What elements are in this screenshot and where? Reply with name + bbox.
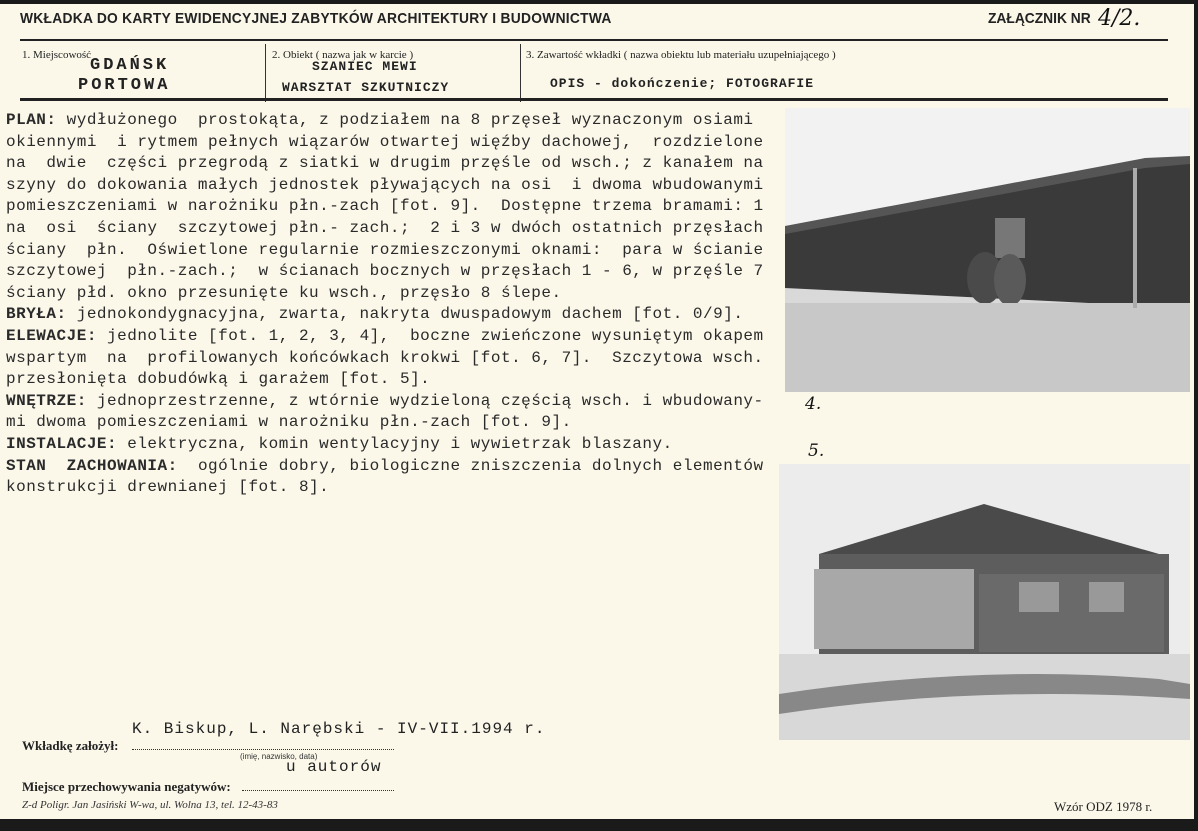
section-text: okiennymi i rytmem pełnych wiązarów otwartej więźby dachowej, rozdzielone (6, 132, 764, 151)
section-text: ściany płn. Oświetlone regularnie rozmieszczonymi oknami: para w ścianie (6, 240, 764, 259)
form-version: Wzór ODZ 1978 r. (1054, 799, 1153, 814)
author-label: Wkładkę założył: (22, 738, 119, 753)
locality-value-2: PORTOWA (78, 76, 171, 95)
section-text: szczytowej płn.-zach.; w ścianach bocznych w przęsłach 1 - 6, w przęśle 7 (6, 262, 764, 281)
description-line (6, 477, 778, 499)
description-line (6, 261, 778, 283)
description-line (6, 196, 778, 218)
description-line (6, 283, 778, 305)
object-value-1: SZANIEC MEWI (312, 59, 418, 74)
section-text: na dwie części przegrodą z siatki w drugim przęśle od wsch.; z kanałem na (6, 154, 764, 173)
negatives-value: u autorów (286, 758, 382, 776)
record-sheet (0, 4, 1194, 819)
description-line (6, 348, 778, 370)
section-heading: BRYŁA: (6, 305, 67, 324)
section-heading: STAN ZACHOWANIA: (6, 456, 178, 475)
fields-rule (20, 98, 1168, 101)
object-label: 2. Obiekt ( nazwa jak w karcie ) (272, 49, 414, 61)
author-hint: (imię, nazwisko, data) (240, 752, 318, 761)
field-divider (520, 44, 521, 102)
negatives-line (242, 790, 394, 791)
photo-4-building-side-view (785, 108, 1190, 392)
section-text: ogólnie dobry, biologiczne zniszczenia dolnych elementów (177, 456, 764, 475)
contents-value: OPIS - dokończenie; FOTOGRAFIE (550, 76, 815, 91)
section-text: pomieszczeniami w narożniku płn.-zach [fot. 9]. Dostępne trzema bramami: 1 (6, 197, 764, 216)
section-heading: WNĘTRZE: (6, 391, 87, 410)
contents-label: 3. Zawartość wkładki ( nazwa obiektu lub materiału uzupełniającego ) (526, 49, 836, 61)
section-heading: INSTALACJE: (6, 434, 118, 453)
document-title: WKŁADKA DO KARTY EWIDENCYJNEJ ZABYTKÓW ARCHITEKTURY I BUDOWNICTWA (20, 10, 612, 27)
header-rule (20, 39, 1168, 41)
description-line (6, 304, 778, 326)
section-text: konstrukcji drewnianej [fot. 8]. (6, 478, 330, 497)
section-text: jednolite [fot. 1, 2, 3, 4], boczne zwieńczone wysuniętym okapem (96, 326, 764, 345)
section-heading: PLAN: (6, 111, 57, 129)
description-line (6, 456, 778, 478)
section-text: wydłużonego prostokąta, z podziałem na 8 przęseł wyznaczonym osiami (56, 111, 754, 129)
section-text: szyny do dokowania małych jednostek pływających na osi i dwoma wbudowanymi (6, 175, 764, 194)
section-text: jednoprzestrzenne, z wtórnie wydzieloną częścią wsch. i wbudowany- (86, 391, 764, 410)
photo-5-label: 5. (808, 441, 825, 461)
printer-imprint: Z-d Poligr. Jan Jasiński W-wa, ul. Wolna 13, tel. 12-43-83 (22, 799, 278, 811)
negatives-label: Miejsce przechowywania negatywów: (22, 779, 231, 794)
description-line (6, 132, 778, 154)
section-text: przesłonięta dobudówką i garażem [fot. 5]. (6, 370, 431, 389)
description-line (6, 369, 778, 391)
description-line (6, 240, 778, 262)
section-text: jednokondygnacyjna, zwarta, nakryta dwuspadowym dachem [fot. 0/9]. (66, 305, 744, 324)
section-text: ściany płd. okno przesunięte ku wsch., przęsło 8 ślepe. (6, 283, 562, 302)
description-line (6, 153, 778, 175)
author-value: K. Biskup, L. Narębski - IV-VII.1994 r. (132, 720, 546, 738)
object-value-2: WARSZTAT SZKUTNICZY (282, 80, 450, 95)
description-line (6, 434, 778, 456)
photo-5-building-gable-view (779, 464, 1190, 740)
author-line (132, 749, 394, 750)
field-divider (265, 44, 266, 102)
section-text: elektryczna, komin wentylacyjny i wywietrzak blaszany. (117, 434, 673, 453)
description-line (6, 391, 778, 413)
section-text: wspartym na profilowanych końcówkach krokwi [fot. 6, 7]. Szczytowa wsch. (6, 348, 764, 367)
description-line (6, 412, 778, 434)
description-text (6, 110, 778, 499)
section-heading: ELEWACJE: (6, 326, 97, 345)
section-text: mi dwoma pomieszczeniami w narożniku płn.-zach [fot. 9]. (6, 413, 572, 432)
locality-value-1: GDAŃSK (90, 56, 170, 75)
locality-label: 1. Miejscowość (22, 49, 92, 61)
section-text: na osi ściany szczytowej płn.- zach.; 2 i 3 w dwóch ostatnich przęsłach (6, 218, 764, 237)
attachment-number-handwritten: 4/2. (1098, 6, 1141, 31)
photo-4-label: 4. (805, 394, 822, 414)
description-line (6, 218, 778, 240)
description-line (6, 110, 778, 132)
attachment-label: ZAŁĄCZNIK NR (988, 10, 1091, 27)
description-line (6, 175, 778, 197)
description-line (6, 326, 778, 348)
